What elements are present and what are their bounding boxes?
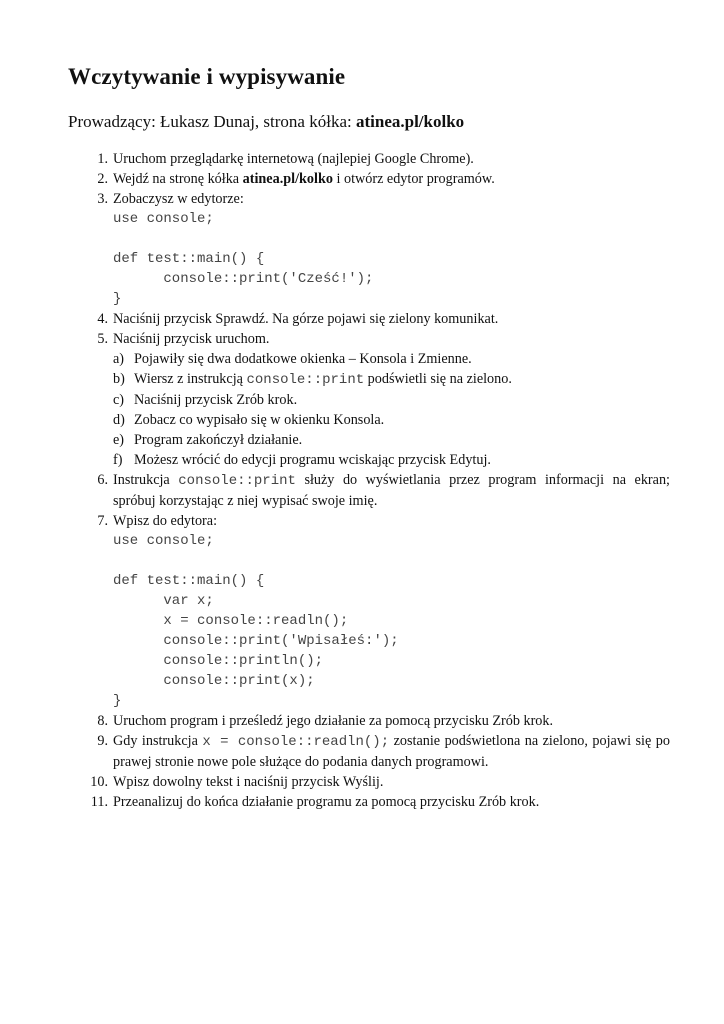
sub-text: Zobacz co wypisało się w okienku Konsola. [134, 412, 385, 428]
item-text: Wpisz dowolny tekst i naciśnij przycisk Wyślij. [113, 774, 384, 790]
list-item-10 [80, 772, 670, 792]
item-number: 11. [90, 794, 108, 810]
list-item-4 [80, 309, 670, 329]
sub-text: Program zakończył działanie. [134, 432, 303, 448]
list-item-8 [80, 711, 670, 731]
sublist-item-b [80, 369, 670, 390]
code-line: console::print('Wpisałeś:'); [113, 633, 399, 649]
list-item-6 [80, 470, 670, 511]
sublist-item-e [80, 430, 670, 450]
sub-label: a) [113, 351, 125, 367]
item-number: 2. [97, 171, 108, 187]
code-line: x = console::readln(); [113, 613, 349, 629]
sub-label: f) [113, 452, 123, 468]
sub-text: Pojawiły się dwa dodatkowe okienka – Konsola i Zmienne. [134, 351, 472, 367]
code-line: console::print(x); [113, 673, 315, 689]
item-text: Uruchom przeglądarkę internetową (najlepiej Google Chrome). [113, 151, 474, 167]
item-text: Gdy instrukcja x = console::readln(); zostanie podświetlona na zielono, pojawi się po prawej stronie nowe pole służące do podania danych programowi. [113, 733, 670, 770]
subtitle-link: atinea.pl/kolko [355, 112, 465, 131]
code-line: def test::main() { [113, 251, 265, 267]
list-item-5 [80, 329, 670, 349]
code-line [113, 229, 670, 249]
item-number: 9. [97, 733, 108, 749]
list-item-11 [80, 792, 670, 812]
code-line: console::print('Cześć!'); [113, 271, 374, 287]
sublist-item-f [80, 450, 670, 470]
item-number: 4. [97, 311, 108, 327]
item-text: Uruchom program i prześledź jego działanie za pomocą przycisku Zrób krok. [113, 713, 554, 729]
sub-label: c) [113, 392, 125, 408]
subtitle [68, 112, 464, 132]
subtitle-prefix: Prowadzący: Łukasz Dunaj, strona kółka: [68, 112, 356, 131]
item-number: 6. [97, 472, 108, 488]
item-text: Wpisz do edytora: [113, 513, 218, 529]
item-text: Instrukcja console::print służy do wyświetlania przez program informacji na ekran; spróbuj korzystając z niej wypisać swoje imię. [113, 472, 670, 509]
list-item-3 [80, 189, 670, 209]
sub-label: b) [113, 371, 125, 387]
sub-text: Naciśnij przycisk Zrób krok. [134, 392, 298, 408]
item-text: Przeanalizuj do końca działanie programu za pomocą przycisku Zrób krok. [113, 794, 540, 810]
list-item-1 [80, 149, 670, 169]
page-title: Wczytywanie i wypisywanie [68, 64, 346, 89]
inline-code: x = console::readln(); [202, 734, 390, 750]
item-number: 1. [97, 151, 108, 167]
code-line: } [113, 291, 122, 307]
code-line [113, 551, 670, 571]
item-number: 10. [90, 774, 108, 790]
item-text: Naciśnij przycisk uruchom. [113, 331, 270, 347]
item-number: 7. [97, 513, 108, 529]
code-block-2 [80, 531, 670, 711]
list-item-2 [80, 169, 670, 189]
item-number: 5. [97, 331, 108, 347]
sub-text: Wiersz z instrukcją console::print podświetli się na zielono. [134, 371, 512, 388]
sublist-item-c [80, 390, 670, 410]
code-line: } [113, 693, 122, 709]
list-item-7 [80, 511, 670, 531]
sub-label: d) [113, 412, 125, 428]
item-number: 8. [97, 713, 108, 729]
item-text: Wejdź na stronę kółka atinea.pl/kolko i otwórz edytor programów. [113, 171, 495, 187]
sub-label: e) [113, 432, 125, 448]
item-text: Zobaczysz w edytorze: [113, 191, 244, 207]
sublist-item-d [80, 410, 670, 430]
item-text: Naciśnij przycisk Sprawdź. Na górze pojawi się zielony komunikat. [113, 311, 499, 327]
item-number: 3. [97, 191, 108, 207]
code-line: console::println(); [113, 653, 324, 669]
sublist-item-a [80, 349, 670, 369]
code-block-1 [80, 209, 670, 309]
code-line: use console; [113, 211, 214, 227]
inline-code: console::print [246, 372, 365, 388]
link-text: atinea.pl/kolko [242, 171, 333, 187]
code-line: var x; [113, 593, 214, 609]
instruction-list [80, 149, 670, 812]
sub-text: Możesz wrócić do edycji programu wciskając przycisk Edytuj. [134, 452, 491, 468]
list-item-9 [80, 731, 670, 772]
inline-code: console::print [178, 473, 296, 489]
code-line: use console; [113, 533, 214, 549]
code-line: def test::main() { [113, 573, 265, 589]
